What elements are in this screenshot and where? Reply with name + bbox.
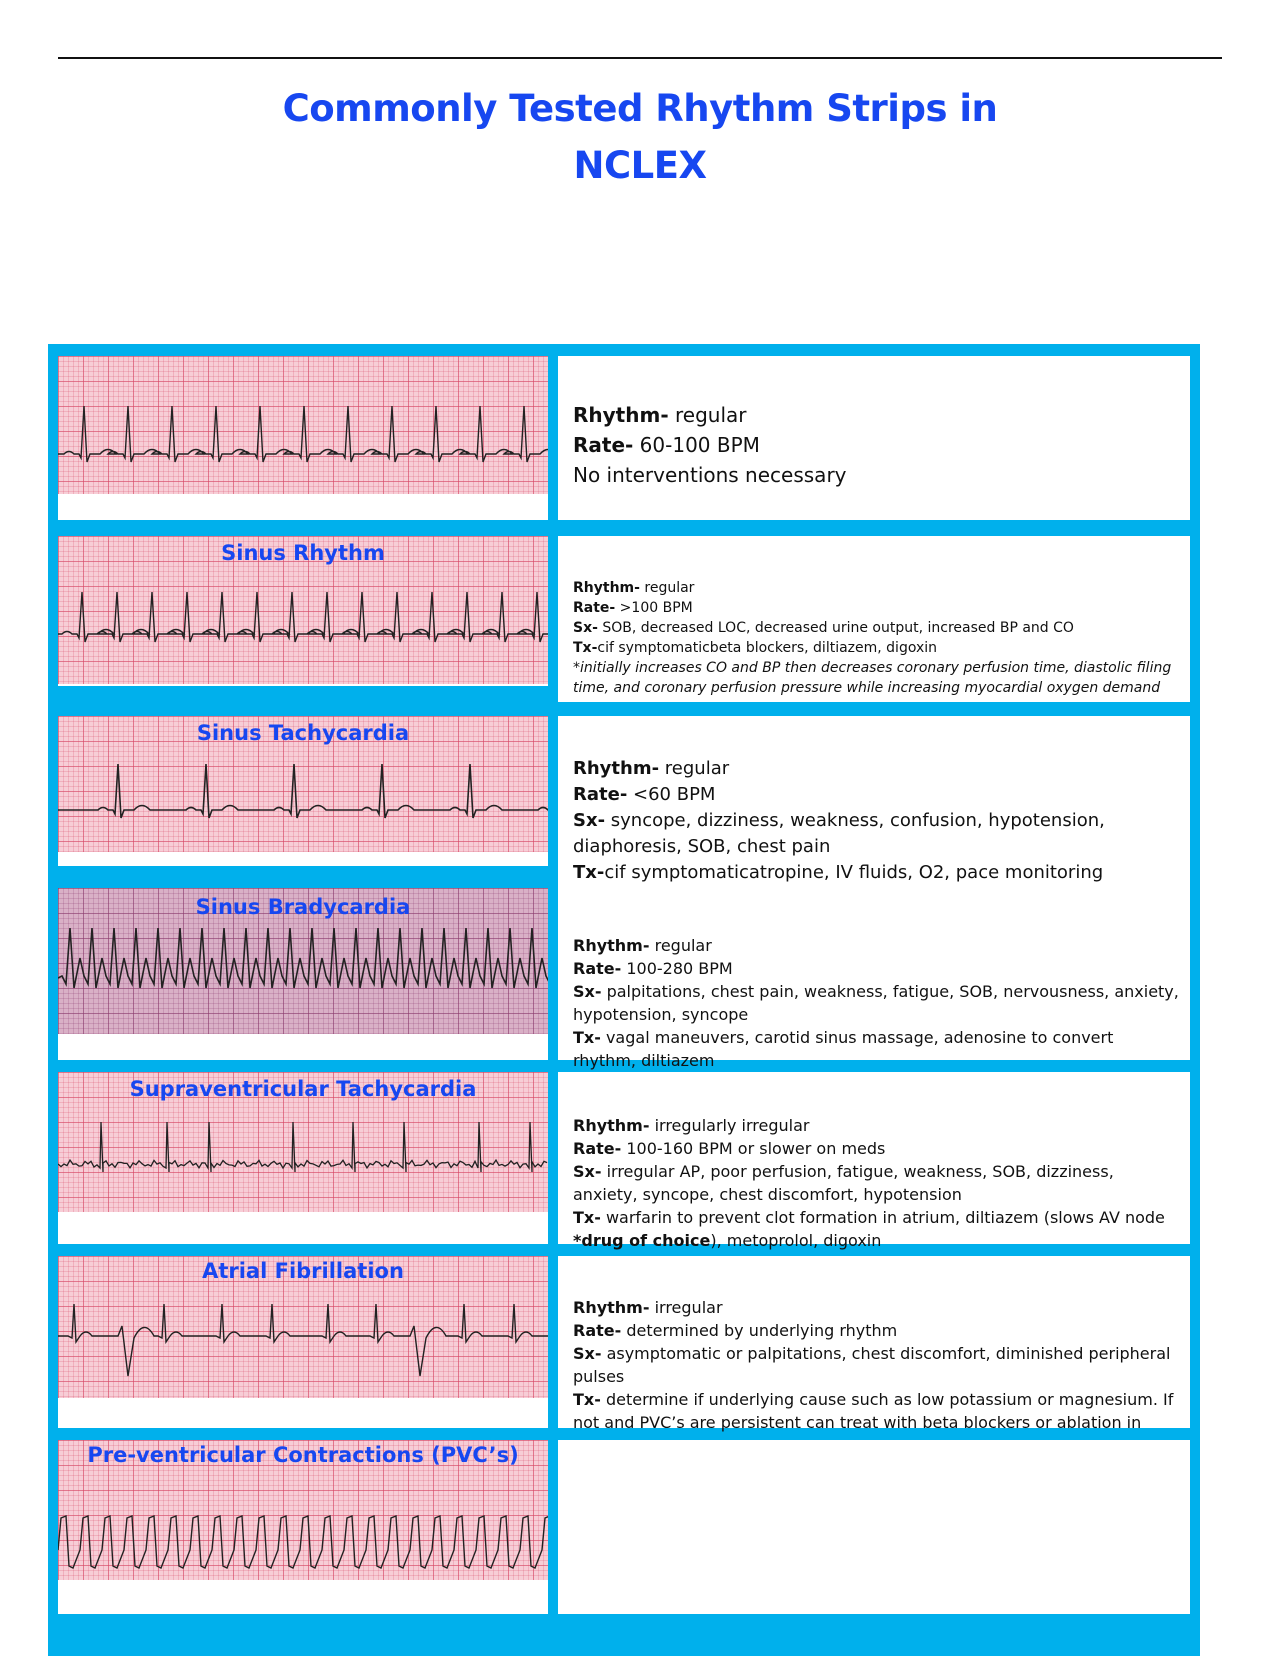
strip-cell <box>58 536 548 686</box>
strip-cell <box>58 1072 548 1244</box>
strip-label: Supraventricular Tachycardia <box>129 1077 477 1101</box>
info-cell <box>558 356 1190 520</box>
page-title <box>0 80 1280 194</box>
treatment-line: Tx-cif symptomaticatropine, IV fluids, O2, pace monitoring <box>573 862 1104 883</box>
strip-cell <box>58 1256 548 1428</box>
symptoms-line: Sx- syncope, dizziness, weakness, confusion, hypotension, diaphoresis, SOB, chest pain <box>573 810 1105 857</box>
treatment-line: Tx-cif symptomaticbeta blockers, diltiazem, digoxin <box>573 640 938 656</box>
strip-cell <box>58 356 548 520</box>
rate-line: Rate- <60 BPM <box>573 784 716 805</box>
table-row <box>48 524 1200 704</box>
rhythm-line: Rhythm- regular <box>573 758 730 779</box>
rhythm-notes <box>573 934 1180 1072</box>
ecg-strip-sinus-tachycardia-icon <box>58 536 548 684</box>
strip-label: Pre-ventricular Contractions (PVC’s) <box>87 1443 519 1467</box>
info-cell <box>558 716 1190 888</box>
rhythm-notes <box>573 578 1180 698</box>
info-cell <box>558 888 1190 1070</box>
rhythm-line: Rhythm- regular <box>573 403 747 427</box>
symptoms-line: Sx- asymptomatic or palpitations, chest discomfort, diminished peripheral pulses <box>573 1344 1171 1386</box>
info-cell <box>558 536 1190 702</box>
symptoms-line: Sx- SOB, decreased LOC, decreased urine output, increased BP and CO <box>573 620 1074 636</box>
ecg-strip-sinus-bradycardia-icon <box>58 716 548 852</box>
rhythm-table <box>48 344 1200 1656</box>
table-row <box>48 876 1200 1070</box>
page-title-line-2: NCLEX <box>573 144 707 187</box>
strip-cell <box>58 888 548 1060</box>
rhythm-notes <box>573 400 1180 490</box>
symptoms-line: Sx- palpitations, chest pain, weakness, fatigue, SOB, nervousness, anxiety, hypotension, syncope <box>573 982 1179 1024</box>
page-title-line-1: Commonly Tested Rhythm Strips in <box>282 87 998 130</box>
ecg-strip-normal-sinus-icon <box>58 356 548 494</box>
ecg-strip-pvc-icon <box>58 1256 548 1398</box>
rhythm-line: Rhythm- regular <box>573 580 695 596</box>
strip-label: Sinus Rhythm <box>221 541 385 565</box>
rhythm-notes <box>573 756 1180 886</box>
rate-line: Rate- 100-280 BPM <box>573 959 733 978</box>
ecg-strip-ventricular-tachycardia-icon <box>58 1440 548 1580</box>
symptoms-line: Sx- irregular AP, poor perfusion, fatigue, weakness, SOB, dizziness, anxiety, syncope, chest discomfort, hypotension <box>573 1162 1114 1204</box>
rhythm-line: Rhythm- irregularly irregular <box>573 1116 810 1135</box>
table-row <box>48 704 1200 883</box>
ecg-strip-svt-icon <box>58 888 548 1034</box>
ecg-strip-atrial-fibrillation-icon <box>58 1072 548 1212</box>
strip-label: Sinus Tachycardia <box>196 721 410 745</box>
table-row <box>48 344 1200 524</box>
strip-label: Sinus Bradycardia <box>195 895 411 919</box>
rate-line: Rate- 60-100 BPM <box>573 433 760 457</box>
rate-line: Rate- >100 BPM <box>573 600 693 616</box>
top-rule <box>58 57 1222 59</box>
ecg-trace <box>58 356 548 494</box>
treatment-line: Tx- warfarin to prevent clot formation in atrium, diltiazem (slows AV node *drug of choice), metoprolol, digoxin <box>573 1208 1165 1250</box>
strip-cell <box>58 1440 548 1614</box>
strip-label: Atrial Fibrillation <box>202 1259 404 1283</box>
info-cell <box>558 1256 1190 1432</box>
treatment-line: Tx- determine if underlying cause such as low potassium or magnesium. If not and PVC’s are persistent can treat with beta blockers or ablation in <box>573 1390 1174 1432</box>
note-line: *initially increases CO and BP then decreases coronary perfusion time, diastolic filing time, and coronary perfusion pressure while increasing myocardial oxygen demand <box>573 660 1172 696</box>
info-cell <box>558 1072 1190 1250</box>
rate-line: Rate- determined by underlying rhythm <box>573 1321 898 1340</box>
rate-line: Rate- 100-160 BPM or slower on meds <box>573 1139 886 1158</box>
treatment-line: Tx- vagal maneuvers, carotid sinus massage, adenosine to convert rhythm, diltiazem <box>573 1028 1114 1070</box>
intervention-line: No interventions necessary <box>573 463 847 487</box>
strip-cell <box>58 716 548 866</box>
table-row <box>48 1060 1200 1250</box>
rhythm-line: Rhythm- irregular <box>573 1298 723 1317</box>
table-row <box>48 1428 1200 1656</box>
rhythm-notes <box>573 1114 1180 1252</box>
info-cell-empty <box>558 1440 1190 1614</box>
table-row <box>48 1244 1200 1432</box>
rhythm-line: Rhythm- regular <box>573 936 712 955</box>
